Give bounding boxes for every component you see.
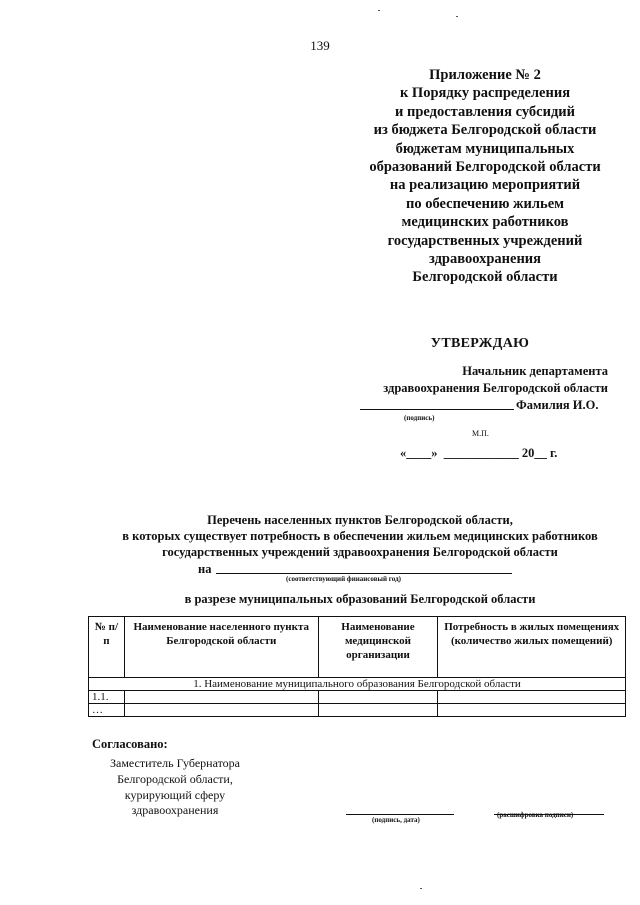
- list-title: [80, 512, 640, 560]
- row-organization: [318, 691, 438, 704]
- appendix-line: медицинских работников: [401, 214, 569, 231]
- appendix-line: здравоохранения: [429, 251, 541, 268]
- table-row: [89, 704, 626, 717]
- appendix-line: к Порядку распределения: [399, 85, 571, 102]
- row-organization: [318, 704, 438, 717]
- appendix-line: Приложение № 2: [429, 67, 541, 83]
- table-header-row: [89, 617, 626, 678]
- row-settlement: [124, 691, 318, 704]
- position-line: Начальник департамента: [462, 364, 608, 378]
- header-organization: Наименование медицинской организации: [318, 617, 438, 678]
- settlements-table: [88, 616, 626, 717]
- position-line: здравоохранения Белгородской области: [383, 381, 608, 395]
- deputy-line: Заместитель Губернатора: [109, 756, 241, 770]
- financial-year-caption: (соответствующий финансовый год): [286, 575, 401, 583]
- agreement-title: Согласовано:: [92, 737, 168, 751]
- appendix-line: из бюджета Белгородской области: [373, 122, 597, 139]
- approver-name: Фамилия И.О.: [516, 398, 599, 412]
- signature-decoding-caption: (расшифровка подписи): [497, 811, 574, 819]
- row-number: …: [89, 704, 125, 717]
- table-group-row: [89, 678, 626, 691]
- appendix-line: образований Белгородской области: [369, 159, 601, 176]
- approval-date-line: «____» ____________ 20__ г.: [400, 446, 558, 460]
- appendix-line: по обеспечению жильем: [405, 195, 565, 212]
- row-number: 1.1.: [89, 691, 125, 704]
- appendix-line: и предоставления субсидий: [395, 103, 575, 120]
- financial-year-line: [216, 573, 512, 574]
- municipality-name: 1. Наименование муниципального образования Белгородской области: [89, 678, 626, 691]
- list-title-line: Перечень населенных пунктов Белгородской области,: [207, 513, 513, 527]
- table-row: [89, 691, 626, 704]
- appendix-heading: [340, 66, 630, 287]
- scan-speck: [456, 16, 458, 17]
- list-title-line: государственных учреждений здравоохранения Белгородской области: [162, 545, 558, 559]
- stamp-place: М.П.: [472, 429, 489, 438]
- appendix-line: бюджетам муниципальных: [395, 140, 575, 157]
- appendix-line: на реализацию мероприятий: [389, 177, 581, 194]
- header-number: № п/п: [89, 617, 125, 678]
- deputy-signature-line: [346, 814, 454, 815]
- signature-date-caption: (подпись, дата): [372, 816, 420, 824]
- header-settlement: Наименование населенного пункта Белгородской области: [124, 617, 318, 678]
- approver-signature-line: [360, 409, 514, 410]
- row-need: [438, 691, 626, 704]
- row-need: [438, 704, 626, 717]
- approval-title: УТВЕРЖДАЮ: [430, 336, 530, 351]
- deputy-line: Белгородской области,: [117, 771, 233, 786]
- deputy-line: здравоохранения: [131, 803, 219, 818]
- scan-speck: [420, 888, 422, 889]
- scan-speck: [378, 10, 380, 11]
- header-need: Потребность в жилых помещениях (количество жилых помещений): [438, 617, 626, 678]
- deputy-governor-block: [100, 756, 250, 819]
- list-title-line: в которых существует потребность в обеспечении жильем медицинских работников: [122, 529, 598, 543]
- signature-caption: (подпись): [404, 414, 435, 422]
- deputy-line: курирующий сферу: [124, 787, 226, 802]
- appendix-line: Белгородской области: [412, 269, 558, 286]
- appendix-line: государственных учреждений: [387, 232, 583, 249]
- approver-position: [330, 363, 608, 397]
- page-number: 139: [310, 38, 330, 53]
- financial-year-label: на: [198, 562, 212, 576]
- row-settlement: [124, 704, 318, 717]
- section-subtitle: в разрезе муниципальных образований Белгородской области: [184, 592, 536, 606]
